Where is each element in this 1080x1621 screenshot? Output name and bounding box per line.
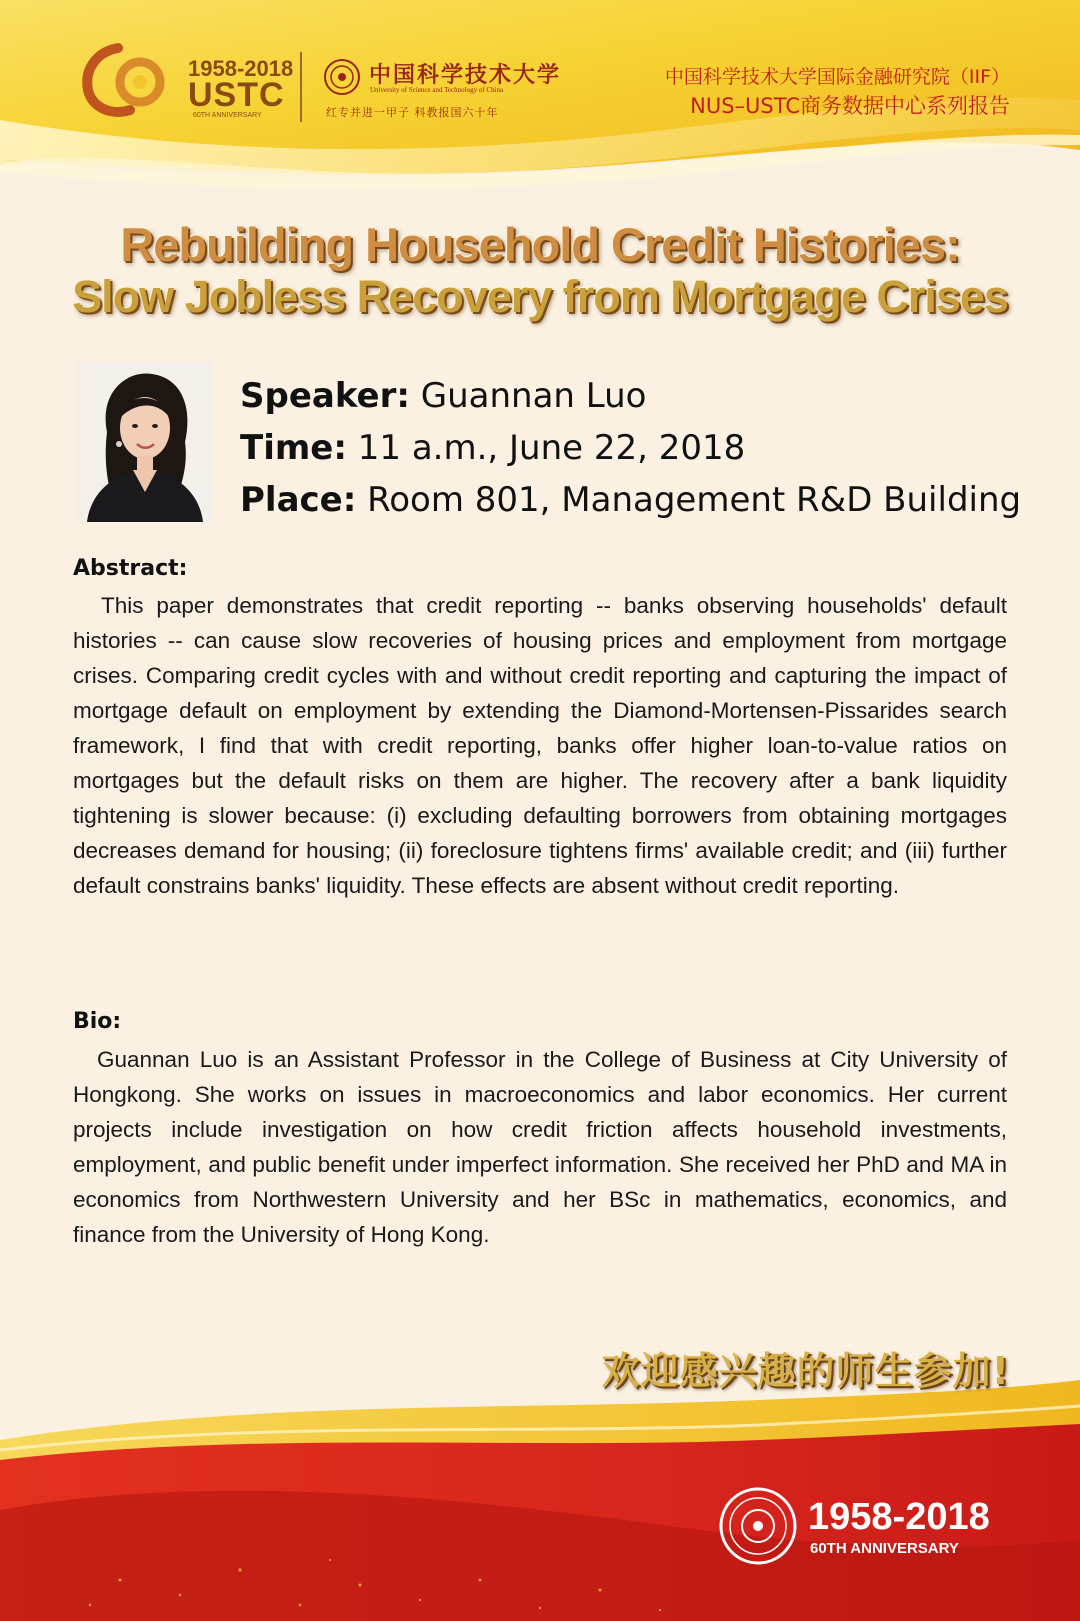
university-motto: 红专并进一甲子 科教报国六十年 xyxy=(326,106,499,119)
place-line xyxy=(240,480,1021,520)
speaker-value: Guannan Luo xyxy=(409,376,647,416)
university-seal-icon xyxy=(718,1486,798,1566)
abstract-text: This paper demonstrates that credit reporting -- banks observing households' default histories -- can cause slow recoveries of housing prices and employment from mortgage crises. Comparing credit cycles with and without credit reporting and capturing the impact of mortgage default on employment by extending the Diamond-Mortensen-Pissarides search framework, I find that with credit reporting, banks offer higher loan-to-value ratios on mortgages but the default risks on them are higher. The recovery after a bank liquidity tightening is slower because: (i) excluding defaulting borrowers from obtaining mortgages decreases demand for housing; (ii) foreclosure tightens firms' available credit; and (iii) further default constrains banks' liquidity. These effects are absent without credit reporting. xyxy=(73,593,1007,898)
header-divider xyxy=(300,52,302,122)
logo-years: 1958-2018 xyxy=(188,56,294,81)
time-label: Time: xyxy=(240,428,347,468)
place-label: Place: xyxy=(240,480,357,520)
logo-anniversary: 60TH ANNIVERSARY xyxy=(193,112,262,119)
university-name-en: University of Science and Technology of China xyxy=(370,86,504,94)
footer-years: 1958-2018 xyxy=(808,1496,990,1538)
talk-title-line-2: Slow Jobless Recovery from Mortgage Crises xyxy=(72,271,1008,322)
footer-anniversary: 60TH ANNIVERSARY xyxy=(810,1540,959,1557)
bio-heading: Bio: xyxy=(73,1009,122,1034)
speaker-photo xyxy=(77,362,212,522)
time-value: 11 a.m., June 22, 2018 xyxy=(346,428,746,468)
speaker-line xyxy=(240,376,646,416)
welcome-message: 欢迎感兴趣的师生参加! xyxy=(601,1349,1010,1393)
place-value: Room 801, Management R&D Building xyxy=(356,480,1022,520)
series-name: NUS–USTC商务数据中心系列报告 xyxy=(690,94,1010,118)
bio-text: Guannan Luo is an Assistant Professor in the College of Business at City University of Hongkong. She works on issues in macroeconomics and labor economics. Her current projects include investigation on how credit friction affects household investments, employment, and public benefit under imperfect information. She received her PhD and MA in economics from Northwestern University and her BSc in mathematics, economics, and finance from the University of Hong Kong. xyxy=(73,1047,1007,1247)
sixtieth-anniversary-logo xyxy=(78,40,168,120)
speaker-label: Speaker: xyxy=(240,376,410,416)
institute-name: 中国科学技术大学国际金融研究院（IIF） xyxy=(664,66,1010,88)
logo-name: USTC xyxy=(188,76,285,114)
time-line xyxy=(240,428,745,468)
university-name-cn: 中国科学技术大学 xyxy=(369,62,562,88)
talk-title-line-1: Rebuilding Household Credit Histories: xyxy=(120,218,960,271)
abstract-heading: Abstract: xyxy=(73,556,188,581)
university-seal-icon xyxy=(323,58,361,96)
